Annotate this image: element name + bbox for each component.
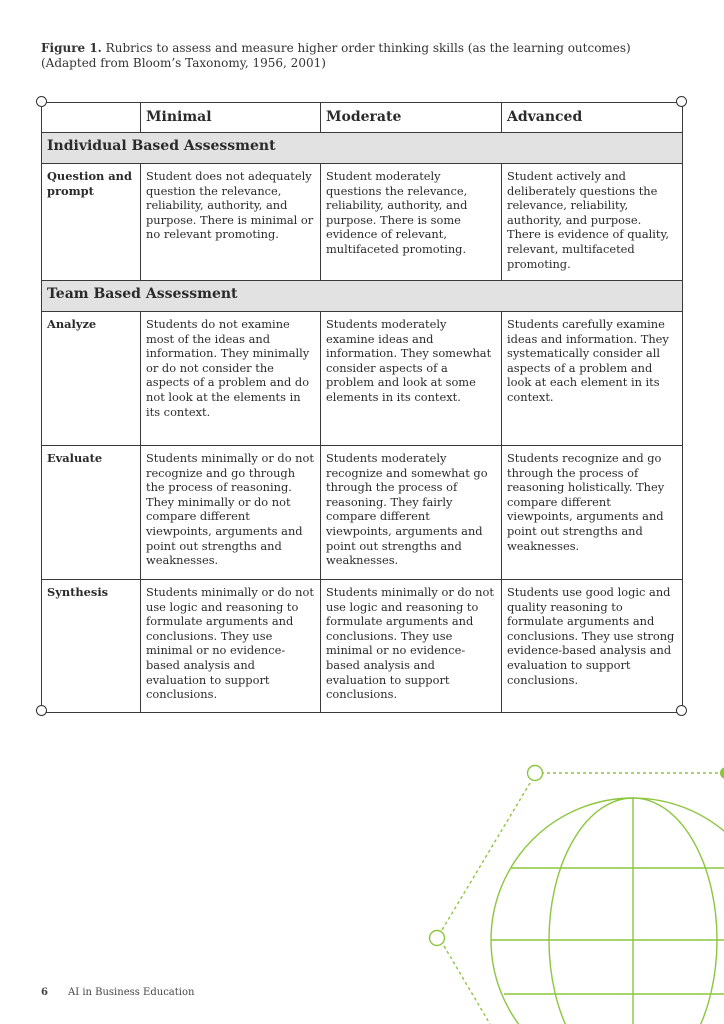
dashed-connector-diagonal — [442, 783, 530, 930]
rubric-table-container — [41, 102, 682, 711]
header-empty-cell — [42, 103, 141, 133]
section-title-individual: Individual Based Assessment — [42, 133, 683, 164]
network-node-right — [720, 767, 724, 779]
network-node-top — [528, 766, 543, 781]
table-row-synthesis — [42, 580, 683, 713]
cell-minimal: Students do not examine most of the ideas and information. They minimally or do not consider the aspects of a problem and do not look at the elements in its context. — [141, 312, 321, 446]
header-minimal: Minimal — [141, 103, 321, 133]
globe-outline — [491, 798, 724, 1024]
section-row-team — [42, 281, 683, 312]
cell-advanced: Students use good logic and quality reasoning to formulate arguments and conclusions. They use strong evidence-based analysis and evaluation to support conclusions. — [502, 580, 683, 713]
page-footer — [41, 987, 194, 998]
table-row-question-and-prompt — [42, 164, 683, 281]
section-title-team: Team Based Assessment — [42, 281, 683, 312]
cell-minimal: Student does not adequately question the relevance, reliability, authority, and purpose. There is minimal or no relevant promoting. — [141, 164, 321, 281]
globe-network-graphic — [420, 760, 724, 1024]
table-row-evaluate — [42, 446, 683, 580]
figure-caption — [41, 41, 681, 71]
table-header-row — [42, 103, 683, 133]
rubric-table — [41, 102, 683, 713]
page-number: 6 — [41, 987, 48, 998]
figure-label: Figure 1. — [41, 41, 102, 55]
cell-minimal: Students minimally or do not recognize and go through the process of reasoning. They minimally or do not compare different viewpoints, arguments and point out strengths and weaknesses. — [141, 446, 321, 580]
cell-minimal: Students minimally or do not use logic and reasoning to formulate arguments and conclusions. They use minimal or no evidence-based analysis and evaluation to support conclusions. — [141, 580, 321, 713]
cell-moderate: Students minimally or do not use logic and reasoning to formulate arguments and conclusions. They use minimal or no evidence-based analysis and evaluation to support conclusions. — [321, 580, 502, 713]
corner-node-top-left — [36, 96, 47, 107]
cell-moderate: Students moderately recognize and somewhat go through the process of reasoning. They fairly compare different viewpoints, arguments and point out strengths and weaknesses. — [321, 446, 502, 580]
header-advanced: Advanced — [502, 103, 683, 133]
row-label: Evaluate — [42, 446, 141, 580]
network-node-left — [430, 931, 445, 946]
dashed-connector-lower — [444, 946, 490, 1024]
header-moderate: Moderate — [321, 103, 502, 133]
row-label: Synthesis — [42, 580, 141, 713]
cell-advanced: Student actively and deliberately questions the relevance, reliability, authority, and purpose. There is evidence of quality, relevant, multifaceted promoting. — [502, 164, 683, 281]
cell-moderate: Students moderately examine ideas and information. They somewhat consider aspects of a problem and look at some elements in its context. — [321, 312, 502, 446]
figure-caption-text: Rubrics to assess and measure higher order thinking skills (as the learning outcomes) (Adapted from Bloom’s Taxonomy, 1956, 2001) — [41, 41, 631, 70]
section-row-individual — [42, 133, 683, 164]
corner-node-bottom-left — [36, 705, 47, 716]
corner-node-top-right — [676, 96, 687, 107]
row-label: Analyze — [42, 312, 141, 446]
corner-node-bottom-right — [676, 705, 687, 716]
cell-advanced: Students carefully examine ideas and information. They systematically consider all aspects of a problem and look at each element in its context. — [502, 312, 683, 446]
table-row-analyze — [42, 312, 683, 446]
publication-title: AI in Business Education — [67, 987, 195, 998]
cell-moderate: Student moderately questions the relevance, reliability, authority, and purpose. There is some evidence of relevant, multifaceted promoting. — [321, 164, 502, 281]
row-label: Question and prompt — [42, 164, 141, 281]
cell-advanced: Students recognize and go through the process of reasoning holistically. They compare different viewpoints, arguments and point out strengths and weaknesses. — [502, 446, 683, 580]
